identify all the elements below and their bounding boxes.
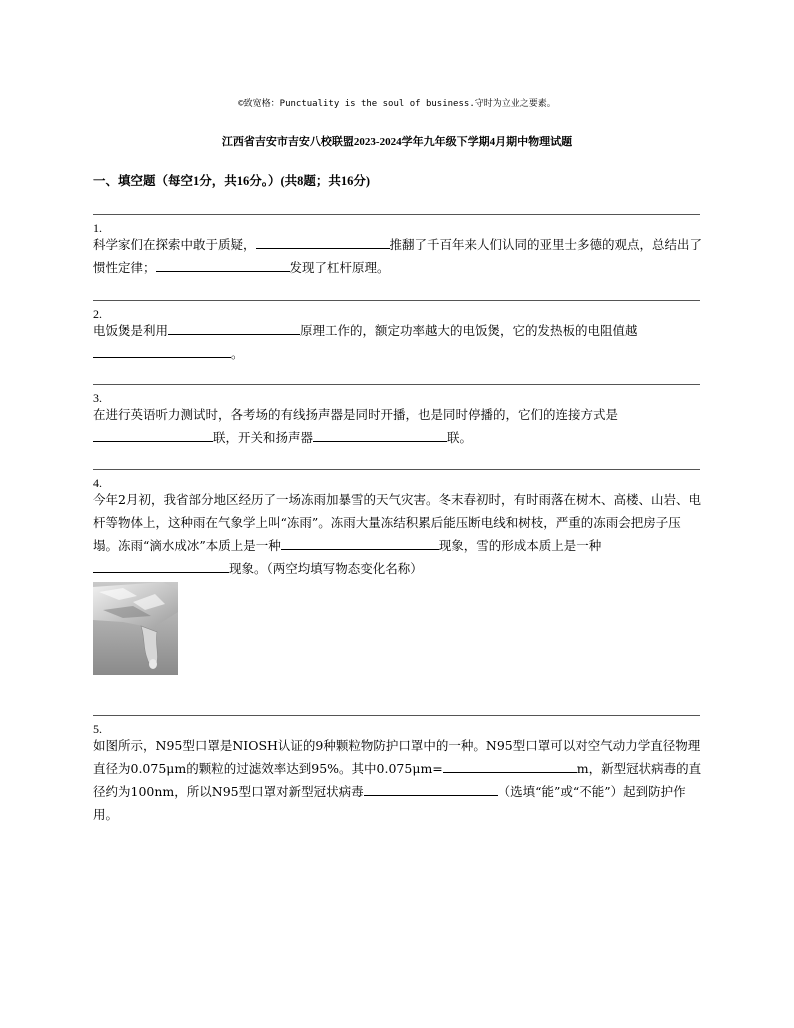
answer-blank[interactable]: [93, 558, 229, 573]
question-divider: [93, 469, 700, 470]
question-text-segment: 。: [231, 346, 244, 361]
answer-blank[interactable]: [313, 427, 447, 442]
question-divider: [93, 715, 700, 716]
question-1-text: [93, 233, 703, 279]
answer-blank[interactable]: [93, 343, 231, 358]
question-number: 5.: [93, 722, 102, 736]
header-motto: ©致宽格：Punctuality is the soul of business.守时为立业之要素。: [238, 99, 556, 109]
question-2-text: [93, 319, 703, 365]
question-divider: [93, 214, 700, 215]
question-3-text: [93, 403, 703, 449]
answer-blank[interactable]: [281, 535, 439, 550]
question-text-segment: 如图所示，N95型口罩是NIOSH认证的9种颗粒物防护口罩中的一种。N95型口罩可以对空气动力学直径物理直径为0.075μm的颗粒的过滤效率达到95%。其中0.075μm=: [93, 738, 701, 776]
question-text-segment: 今年2月初，我省部分地区经历了一场冻雨加暴雪的天气灾害。冬末春初时，有时雨落在树木、高楼、山岩、电杆等物体上，这种雨在气象学上叫“冻雨”。冻雨大量冻结积累后能压断电线和树枝，严重的冻雨会把房子压塌。冻雨“滴水成冰”本质上是一种: [93, 492, 701, 553]
question-divider: [93, 384, 700, 385]
answer-blank[interactable]: [443, 758, 577, 773]
question-4-text: [93, 488, 703, 580]
answer-blank[interactable]: [93, 427, 213, 442]
question-text-segment: 发现了杠杆原理。: [289, 260, 390, 275]
question-number: 1.: [93, 221, 102, 235]
question-text-segment: 科学家们在探索中敢于质疑，: [93, 237, 256, 252]
question-5-text: [93, 734, 703, 826]
question-number: 3.: [93, 391, 102, 405]
question-number: 2.: [93, 307, 102, 321]
answer-blank[interactable]: [364, 781, 498, 796]
question-divider: [93, 300, 700, 301]
section-heading: 一、填空题（每空1分，共16分。）(共8题；共16分): [93, 174, 371, 188]
answer-blank[interactable]: [168, 320, 300, 335]
question-text-segment: 现象。（两空均填写物态变化名称）: [229, 561, 423, 576]
exam-title: 江西省吉安市吉安八校联盟2023-2024学年九年级下学期4月期中物理试题: [221, 136, 573, 148]
question-text-segment: 电饭煲是利用: [93, 323, 169, 338]
question-text-segment: 现象，雪的形成本质上是一种: [438, 538, 602, 553]
question-text-segment: （选填“能”或“不能”）起到防护作用。: [93, 784, 686, 822]
question-number: 4.: [93, 476, 102, 490]
icicle-photo: [93, 582, 178, 675]
question-text-segment: 原理工作的，额定功率越大的电饭煲，它的发热板的电阻值越: [300, 323, 638, 338]
question-text-segment: 在进行英语听力测试时，各考场的有线扬声器是同时开播，也是同时停播的，它们的连接方式是: [93, 407, 619, 422]
answer-blank[interactable]: [156, 257, 290, 272]
question-text-segment: 推翻了千百年来人们认同的亚里士多德的观点，总结出了惯性定律；: [93, 237, 703, 275]
question-text-segment: 联。: [447, 430, 473, 445]
question-text-segment: m，新型冠状病毒的直径约为100nm，所以N95型口罩对新型冠状病毒: [93, 761, 702, 799]
answer-blank[interactable]: [256, 234, 390, 249]
question-text-segment: 联，开关和扬声器: [213, 430, 314, 445]
